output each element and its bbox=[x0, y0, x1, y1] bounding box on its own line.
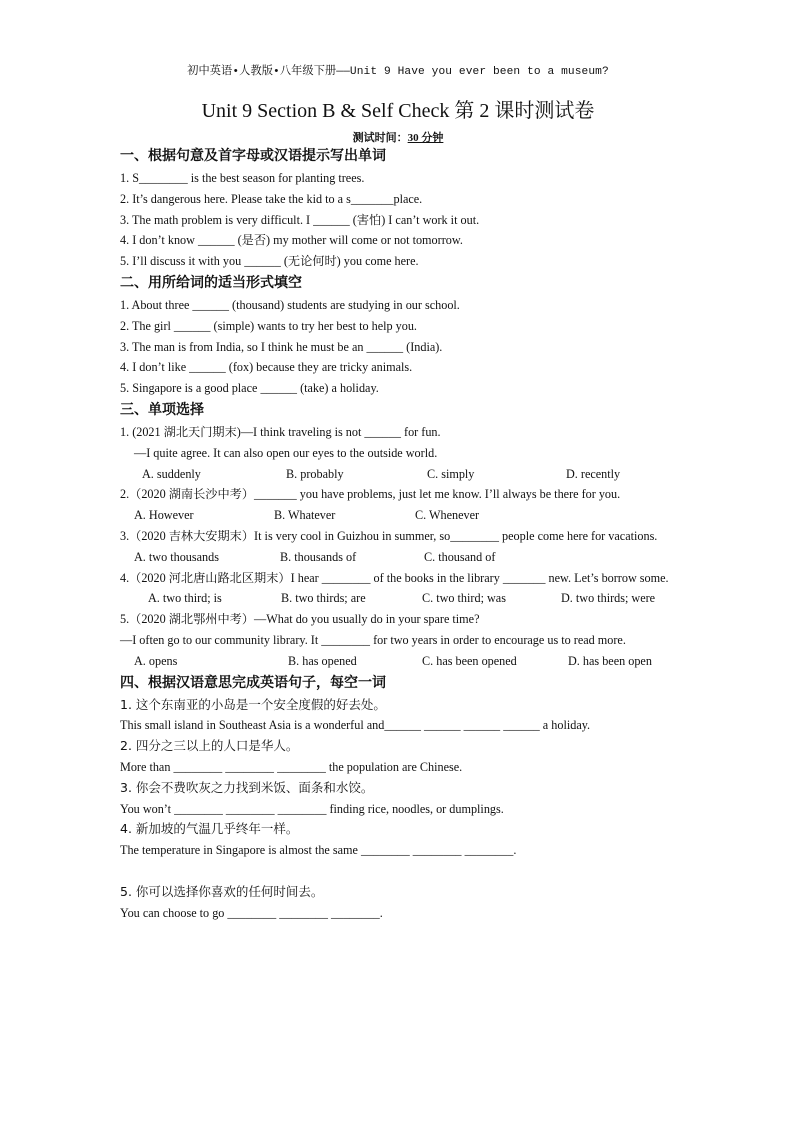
test-time-label: 测试时间： bbox=[352, 132, 408, 144]
s3-q1-option-b: B. probably bbox=[286, 466, 344, 481]
s3-q4-option-c: C. two third; was bbox=[422, 591, 506, 606]
spacer bbox=[120, 861, 676, 882]
s3-q2-option-c: C. Whenever bbox=[415, 508, 480, 523]
s3-q1-option-c: C. simply bbox=[427, 466, 475, 481]
test-time-value: 30 分钟 bbox=[407, 132, 444, 144]
s3-q5-option-d: D. has been open bbox=[568, 653, 652, 668]
s3-q1-reply: —I quite agree. It can also open our eyes to the outside world. bbox=[134, 445, 438, 460]
s4-item-5-en: You can choose to go ________ ________ ________. bbox=[120, 905, 383, 920]
s1-item-1: 1. S________ is the best season for planting trees. bbox=[120, 171, 365, 185]
s4-item-3-cn: 3. 你会不费吹灰之力找到米饭、面条和水饺。 bbox=[120, 779, 374, 795]
s3-q1-stem: 1. (2021 湖北天门期末)—I think traveling is not ______ for fun. bbox=[120, 424, 441, 439]
s2-item-3: 3. The man is from India, so I think he must be an ______ (India). bbox=[120, 339, 443, 354]
s3-q4-option-d: D. two thirds; were bbox=[561, 591, 656, 606]
s4-item-1-cn: 1. 这个东南亚的小岛是一个安全度假的好去处。 bbox=[120, 696, 386, 712]
section-1-heading: 一、根据句意及首字母或汉语提示写出单词 bbox=[120, 148, 386, 164]
s1-item-2: 2. It’s dangerous here. Please take the kid to a s_______place. bbox=[120, 191, 423, 206]
s3-q5-option-c: C. has been opened bbox=[422, 653, 517, 668]
s2-item-2: 2. The girl ______ (simple) wants to try her best to help you. bbox=[120, 318, 417, 333]
section-3-heading: 三、单项选择 bbox=[120, 401, 204, 418]
s3-q2-option-a: A. However bbox=[134, 508, 194, 523]
section-4-heading: 四、根据汉语意思完成英语句子，每空一词 bbox=[120, 674, 386, 691]
s3-q1-options bbox=[120, 464, 676, 485]
s3-q5-options bbox=[120, 651, 676, 672]
page-title: Unit 9 Section B & Self Check 第 2 课时测试卷 bbox=[201, 100, 595, 122]
s4-item-3-en: You won’t ________ ________ ________ finding rice, noodles, or dumplings. bbox=[120, 801, 504, 816]
s3-q4-options bbox=[120, 588, 676, 609]
s3-q3-option-b: B. thousands of bbox=[280, 549, 357, 564]
s3-q5-option-a: A. opens bbox=[134, 653, 178, 668]
s2-item-1: 1. About three ______ (thousand) students are studying in our school. bbox=[120, 297, 460, 312]
s4-item-2-en: More than ________ ________ ________ the population are Chinese. bbox=[120, 759, 463, 774]
s3-q3-stem: 3.（2020 吉林大安期末）It is very cool in Guizhou in summer, so________ people come here for vacations. bbox=[120, 528, 658, 543]
s3-q2-option-b: B. Whatever bbox=[274, 508, 336, 523]
s4-item-1-en: This small island in Southeast Asia is a wonderful and______ ______ ______ ______ a holiday. bbox=[120, 718, 591, 733]
s2-item-5: 5. Singapore is a good place ______ (take) a holiday. bbox=[120, 381, 379, 396]
s2-item-4: 4. I don’t like ______ (fox) because they are tricky animals. bbox=[120, 360, 413, 375]
worksheet-page bbox=[120, 62, 676, 924]
s3-q1-option-d: D. recently bbox=[566, 466, 621, 481]
s3-q2-options bbox=[120, 505, 676, 526]
test-time bbox=[120, 129, 676, 145]
s3-q2-stem: 2.（2020 湖南长沙中考）_______ you have problems, just let me know. I’ll always be there for you. bbox=[120, 487, 621, 502]
s4-item-2-cn: 2. 四分之三以上的人口是华人。 bbox=[120, 738, 299, 754]
section-2-heading: 二、用所给词的适当形式填空 bbox=[120, 274, 302, 291]
s4-item-4-cn: 4. 新加坡的气温几乎终年一样。 bbox=[120, 821, 299, 837]
s3-q5-reply: —I often go to our community library. It ________ for two years in order to encourage us to read more. bbox=[120, 632, 626, 647]
s3-q4-stem: 4.（2020 河北唐山路北区期末）I hear ________ of the books in the library _______ new. Let’s borrow some. bbox=[120, 570, 669, 585]
s3-q1-option-a: A. suddenly bbox=[142, 466, 201, 481]
page-header: 初中英语•人教版•八年级下册——Unit 9 Have you ever been to a museum? bbox=[187, 66, 609, 78]
s3-q3-option-a: A. two thousands bbox=[134, 549, 219, 564]
s3-q3-option-c: C. thousand of bbox=[424, 549, 496, 564]
s1-item-4: 4. I don’t know ______ (是否) my mother will come or not tomorrow. bbox=[120, 233, 463, 248]
s3-q3-options bbox=[120, 547, 676, 568]
s4-item-5-cn: 5. 你可以选择你喜欢的任何时间去。 bbox=[120, 883, 324, 899]
s1-item-5: 5. I’ll discuss it with you ______ (无论何时) you come here. bbox=[120, 254, 419, 269]
s3-q5-stem: 5.（2020 湖北鄂州中考）—What do you usually do in your spare time? bbox=[120, 612, 480, 627]
s1-item-3: 3. The math problem is very difficult. I ______ (害怕) I can’t work it out. bbox=[120, 212, 480, 227]
s3-q4-option-a: A. two third; is bbox=[148, 591, 222, 606]
s3-q5-option-b: B. has opened bbox=[288, 653, 357, 668]
s4-item-4-en: The temperature in Singapore is almost the same ________ ________ ________. bbox=[120, 843, 517, 858]
s3-q4-option-b: B. two thirds; are bbox=[281, 591, 366, 606]
